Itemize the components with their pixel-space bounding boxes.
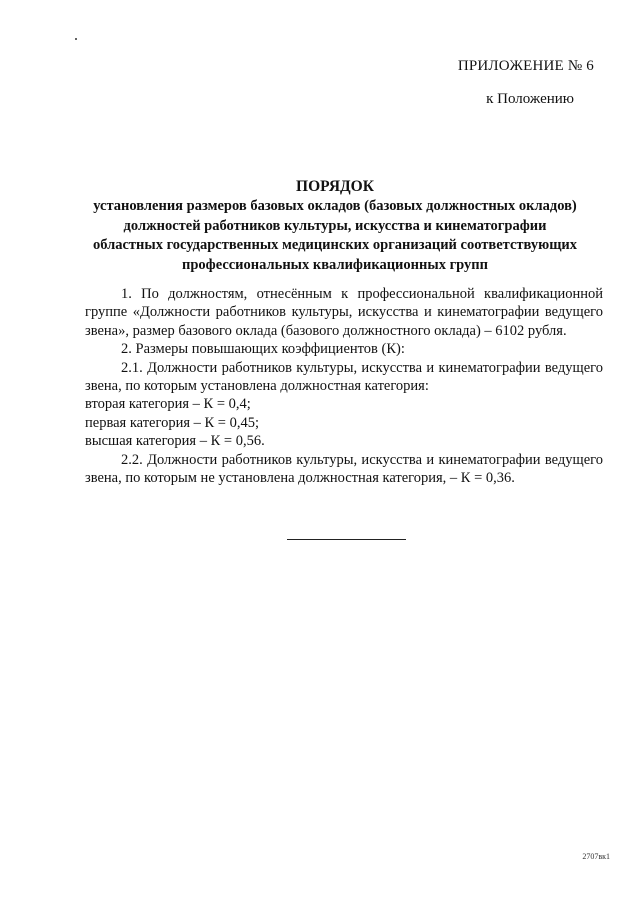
paragraph-2-1: 2.1. Должности работников культуры, искусства и кинематографии ведущего звена, по которым установлена должностная категория: [85,359,603,395]
end-divider-line [287,539,406,540]
heading-line-4: профессиональных квалификационных групп [182,256,488,273]
document-heading [70,177,600,275]
appendix-reference: к Положению [486,91,574,107]
paragraph-2-2: 2.2. Должности работников культуры, искусства и кинематографии ведущего звена, по которым не установлена должностная категория, – К = 0,36. [85,451,603,487]
category-first: первая категория – К = 0,45; [85,414,260,431]
paragraph-1: 1. По должностям, отнесённым к профессиональной квалификационной группе «Должности работников культуры, искусства и кинематографии ведущего звена», размер базового оклада (базового должностного оклада) – 6102 рубля. [85,286,603,339]
footer-document-code: 2707вк1 [582,852,610,861]
category-highest: высшая категория – К = 0,56. [85,433,265,450]
category-second: вторая категория – К = 0,4; [85,396,251,413]
document-body [85,285,603,487]
scan-speck [75,38,77,40]
paragraph-2: 2. Размеры повышающих коэффициентов (К): [121,341,405,358]
heading-line-1: установления размеров базовых окладов (базовых должностных окладов) [93,198,577,214]
appendix-title: ПРИЛОЖЕНИЕ № 6 [457,58,594,74]
heading-line-2: должностей работников культуры, искусства и кинематографии [123,217,547,234]
heading-line-3: областных государственных медицинских организаций соответствующих [92,237,578,253]
heading-title: ПОРЯДОК [296,178,374,195]
